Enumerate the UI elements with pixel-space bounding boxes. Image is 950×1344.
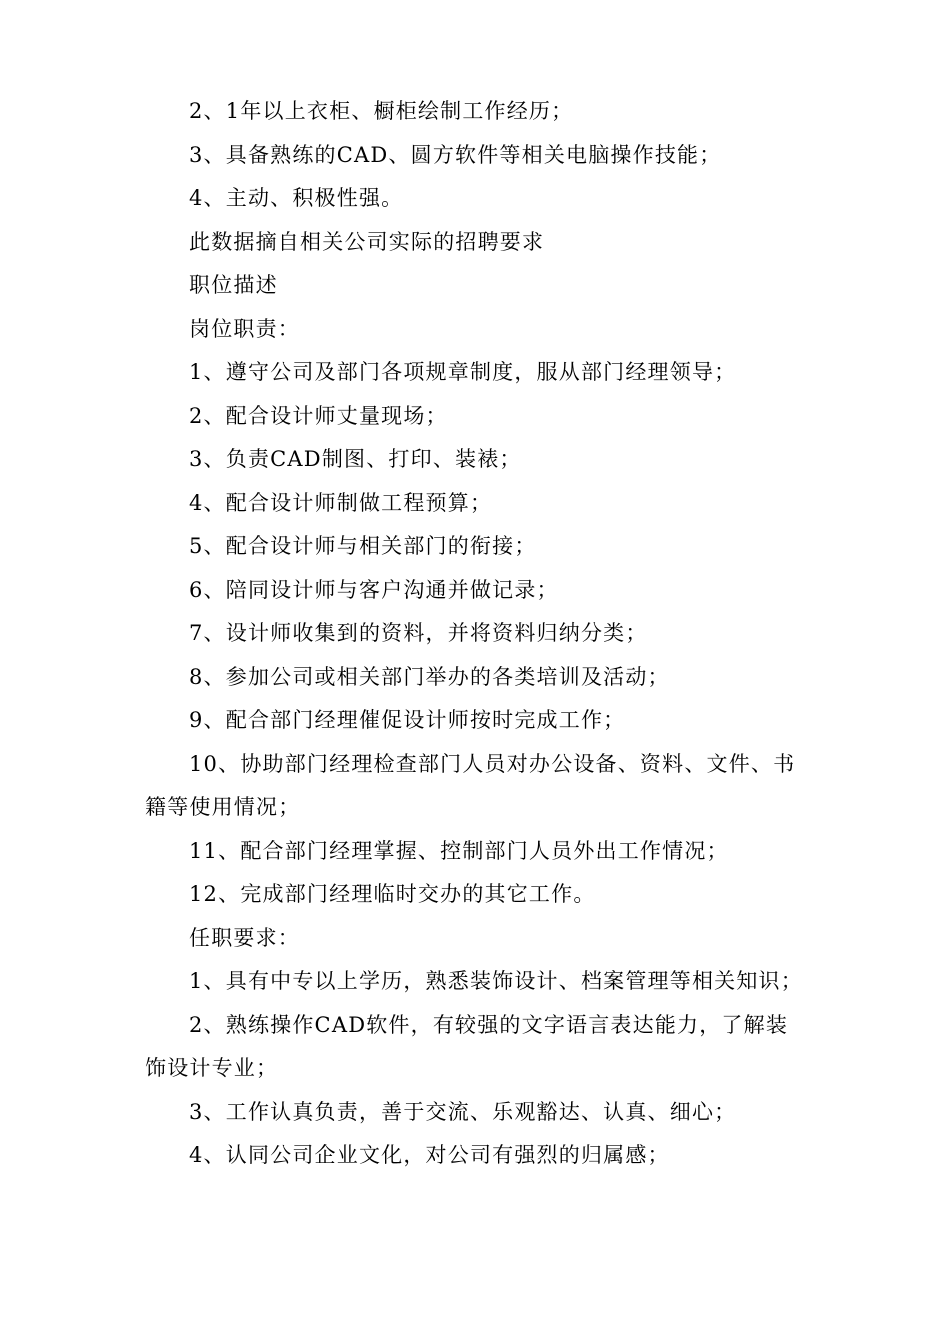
section-heading-qualifications: 任职要求： xyxy=(189,925,300,950)
duty-item-11: 11、配合部门经理掌握、控制部门人员外出工作情况； xyxy=(189,838,729,863)
qualification-item-2: 2、熟练操作CAD软件，有较强的文字语言表达能力，了解装饰设计专业； xyxy=(145,1012,789,1080)
section-heading-responsibilities: 岗位职责： xyxy=(189,316,300,341)
duty-item-6: 6、陪同设计师与客户沟通并做记录； xyxy=(189,577,559,602)
requirement-item-3: 3、具备熟练的CAD、圆方软件等相关电脑操作技能； xyxy=(189,142,722,167)
duty-item-12: 12、完成部门经理临时交办的其它工作。 xyxy=(189,882,596,906)
duty-item-1: 1、遵守公司及部门各项规章制度，服从部门经理领导； xyxy=(189,360,737,384)
source-note: 此数据摘自相关公司实际的招聘要求 xyxy=(189,229,545,254)
duty-item-10: 10、协助部门经理检查部门人员对办公设备、资料、文件、书籍等使用情况； xyxy=(145,751,796,819)
duty-item-7: 7、设计师收集到的资料，并将资料归纳分类； xyxy=(189,621,648,645)
qualification-item-3: 3、工作认真负责，善于交流、乐观豁达、认真、细心； xyxy=(189,1099,737,1124)
requirement-item-4: 4、主动、积极性强。 xyxy=(189,186,404,210)
document-body xyxy=(145,90,810,1178)
duty-item-8: 8、参加公司或相关部门举办的各类培训及活动； xyxy=(189,664,670,689)
requirement-item-2: 2、1年以上衣柜、橱柜绘制工作经历； xyxy=(189,99,574,123)
duty-item-3: 3、负责CAD制图、打印、装裱； xyxy=(189,447,522,471)
duty-item-9: 9、配合部门经理催促设计师按时完成工作； xyxy=(189,708,626,732)
duty-item-2: 2、配合设计师丈量现场； xyxy=(189,403,448,428)
section-heading-job-description: 职位描述 xyxy=(189,273,278,297)
qualification-item-4: 4、认同公司企业文化，对公司有强烈的归属感； xyxy=(189,1143,670,1167)
duty-item-4: 4、配合设计师制做工程预算； xyxy=(189,490,493,515)
qualification-item-1: 1、具有中专以上学历，熟悉装饰设计、档案管理等相关知识； xyxy=(189,969,803,993)
duty-item-5: 5、配合设计师与相关部门的衔接； xyxy=(189,534,537,558)
